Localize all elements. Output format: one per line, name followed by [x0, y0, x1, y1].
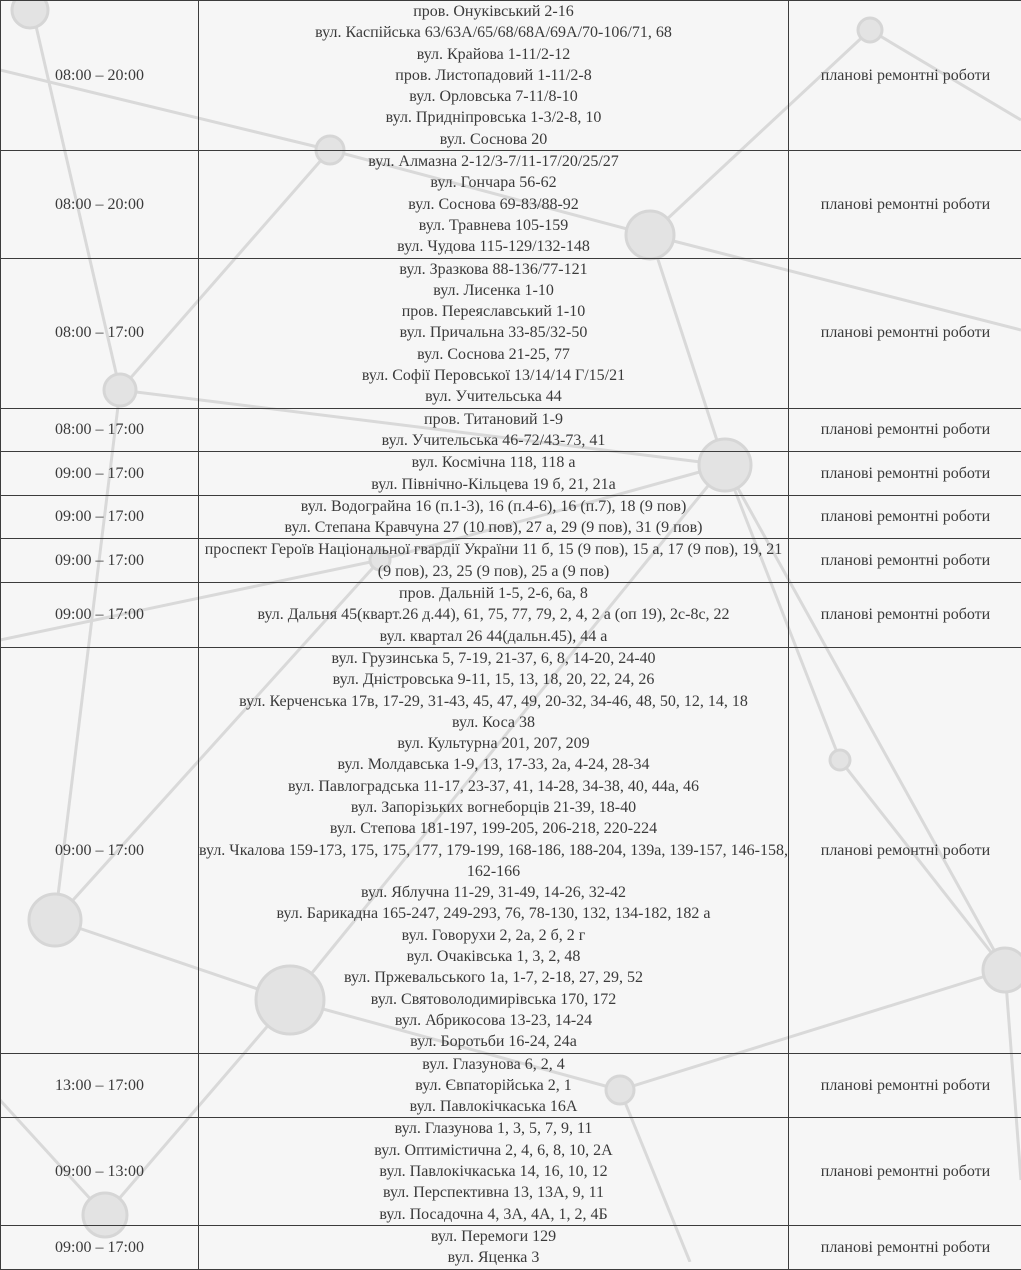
- address-cell: [199, 1118, 789, 1225]
- work-type-cell: планові ремонтні роботи: [789, 1, 1021, 151]
- address-line: вул. Культурна 201, 207, 209: [199, 733, 788, 754]
- address-line: вул. Перспективна 13, 13А, 9, 11: [199, 1182, 788, 1203]
- address-line: вул. Орловська 7-11/8-10: [199, 86, 788, 107]
- address-line: вул. Степана Кравчуна 27 (10 пов), 27 а, 29 (9 пов), 31 (9 пов): [199, 517, 788, 538]
- work-type-cell: планові ремонтні роботи: [789, 452, 1021, 496]
- address-line: вул. Боротьби 16-24, 24а: [199, 1031, 788, 1052]
- address-line: вул. Абрикосова 13-23, 14-24: [199, 1010, 788, 1031]
- address-line: вул. Чудова 115-129/132-148: [199, 236, 788, 257]
- address-line: вул. Керченська 17в, 17-29, 31-43, 45, 47, 49, 20-32, 34-46, 48, 50, 12, 14, 18: [199, 691, 788, 712]
- time-cell: 09:00 – 17:00: [1, 583, 199, 648]
- address-line: пров. Дальній 1-5, 2-6, 6а, 8: [199, 583, 788, 604]
- address-line: вул. Соснова 21-25, 77: [199, 344, 788, 365]
- address-cell: [199, 408, 789, 452]
- address-line: вул. Соснова 20: [199, 129, 788, 150]
- work-type-cell: планові ремонтні роботи: [789, 583, 1021, 648]
- address-line: вул. Соснова 69-83/88-92: [199, 194, 788, 215]
- address-line: вул. Оптимістична 2, 4, 6, 8, 10, 2А: [199, 1140, 788, 1161]
- work-type-cell: планові ремонтні роботи: [789, 647, 1021, 1053]
- table-row: [1, 452, 1021, 496]
- address-line: вул. Лисенка 1-10: [199, 280, 788, 301]
- address-line: вул. Травнева 105-159: [199, 215, 788, 236]
- address-line: проспект Героїв Національної гвардії України 11 б, 15 (9 пов), 15 а, 17 (9 пов), 19, 21 (9 пов), 23, 25 (9 пов), 25 а (9 пов): [199, 539, 788, 582]
- time-cell: 09:00 – 17:00: [1, 495, 199, 539]
- time-cell: 09:00 – 17:00: [1, 452, 199, 496]
- table-row: [1, 1053, 1021, 1118]
- time-cell: 08:00 – 17:00: [1, 258, 199, 408]
- address-line: вул. Софії Перовської 13/14/14 Г/15/21: [199, 365, 788, 386]
- address-line: вул. Степова 181-197, 199-205, 206-218, 220-224: [199, 818, 788, 839]
- address-line: вул. Водограйна 16 (п.1-3), 16 (п.4-6), 16 (п.7), 18 (9 пов): [199, 496, 788, 517]
- address-line: вул. Очаківська 1, 3, 2, 48: [199, 946, 788, 967]
- address-line: вул. Пржевальського 1а, 1-7, 2-18, 27, 29, 52: [199, 967, 788, 988]
- address-line: пров. Переяславський 1-10: [199, 301, 788, 322]
- time-cell: 13:00 – 17:00: [1, 1053, 199, 1118]
- address-line: вул. Глазунова 6, 2, 4: [199, 1054, 788, 1075]
- address-cell: [199, 647, 789, 1053]
- address-line: вул. Посадочна 4, 3А, 4А, 1, 2, 4Б: [199, 1204, 788, 1225]
- work-type-cell: планові ремонтні роботи: [789, 1225, 1021, 1269]
- address-line: вул. Грузинська 5, 7-19, 21-37, 6, 8, 14-20, 24-40: [199, 648, 788, 669]
- work-type-cell: планові ремонтні роботи: [789, 1118, 1021, 1225]
- address-line: вул. Павлокічкаська 16А: [199, 1096, 788, 1117]
- address-line: вул. Говорухи 2, 2а, 2 б, 2 г: [199, 925, 788, 946]
- address-cell: [199, 583, 789, 648]
- work-type-cell: планові ремонтні роботи: [789, 1053, 1021, 1118]
- address-line: пров. Титановий 1-9: [199, 409, 788, 430]
- address-cell: [199, 1225, 789, 1269]
- address-line: вул. Дністровська 9-11, 15, 13, 18, 20, 22, 24, 26: [199, 669, 788, 690]
- table-row: [1, 583, 1021, 648]
- address-line: вул. Дальня 45(кварт.26 д.44), 61, 75, 77, 79, 2, 4, 2 а (оп 19), 2с-8с, 22: [199, 604, 788, 625]
- address-line: вул. Яценка 3: [199, 1247, 788, 1268]
- address-line: вул. Чкалова 159-173, 175, 175, 177, 179-199, 168-186, 188-204, 139а, 139-157, 146-158, 162-166: [199, 840, 788, 883]
- address-cell: [199, 258, 789, 408]
- table-row: [1, 1, 1021, 151]
- address-cell: [199, 151, 789, 258]
- work-type-cell: планові ремонтні роботи: [789, 495, 1021, 539]
- table-row: [1, 151, 1021, 258]
- address-cell: [199, 1, 789, 151]
- table-row: [1, 408, 1021, 452]
- address-line: пров. Онуківський 2-16: [199, 1, 788, 22]
- address-line: вул. Крайова 1-11/2-12: [199, 44, 788, 65]
- table-row: [1, 539, 1021, 583]
- time-cell: 09:00 – 17:00: [1, 539, 199, 583]
- address-line: вул. Коса 38: [199, 712, 788, 733]
- time-cell: 08:00 – 20:00: [1, 151, 199, 258]
- address-line: вул. Євпаторійська 2, 1: [199, 1075, 788, 1096]
- address-line: вул. Гончара 56-62: [199, 172, 788, 193]
- work-type-cell: планові ремонтні роботи: [789, 408, 1021, 452]
- address-line: вул. Алмазна 2-12/3-7/11-17/20/25/27: [199, 151, 788, 172]
- address-cell: [199, 539, 789, 583]
- address-line: вул. Учительська 44: [199, 386, 788, 407]
- address-line: вул. Північно-Кільцева 19 б, 21, 21а: [199, 474, 788, 495]
- address-line: вул. Глазунова 1, 3, 5, 7, 9, 11: [199, 1118, 788, 1139]
- time-cell: 08:00 – 17:00: [1, 408, 199, 452]
- address-cell: [199, 1053, 789, 1118]
- address-line: вул. Святоволодимирівська 170, 172: [199, 989, 788, 1010]
- table-row: [1, 1225, 1021, 1269]
- address-line: вул. Придніпровська 1-3/2-8, 10: [199, 107, 788, 128]
- work-type-cell: планові ремонтні роботи: [789, 539, 1021, 583]
- time-cell: 08:00 – 20:00: [1, 1, 199, 151]
- time-cell: 09:00 – 17:00: [1, 1225, 199, 1269]
- work-type-cell: планові ремонтні роботи: [789, 258, 1021, 408]
- address-line: вул. Молдавська 1-9, 13, 17-33, 2а, 4-24, 28-34: [199, 754, 788, 775]
- table-row: [1, 647, 1021, 1053]
- address-line: вул. Перемоги 129: [199, 1226, 788, 1247]
- address-line: вул. Яблучна 11-29, 31-49, 14-26, 32-42: [199, 882, 788, 903]
- address-line: пров. Листопадовий 1-11/2-8: [199, 65, 788, 86]
- work-type-cell: планові ремонтні роботи: [789, 151, 1021, 258]
- table-row: [1, 1118, 1021, 1225]
- address-line: вул. Каспійська 63/63А/65/68/68А/69А/70-106/71, 68: [199, 22, 788, 43]
- address-cell: [199, 495, 789, 539]
- time-cell: 09:00 – 13:00: [1, 1118, 199, 1225]
- address-line: вул. квартал 26 44(дальн.45), 44 а: [199, 626, 788, 647]
- address-line: вул. Запорізьких вогнеборців 21-39, 18-40: [199, 797, 788, 818]
- table-row: [1, 495, 1021, 539]
- address-line: вул. Павлокічкаська 14, 16, 10, 12: [199, 1161, 788, 1182]
- address-line: вул. Павлоградська 11-17, 23-37, 41, 14-28, 34-38, 40, 44а, 46: [199, 776, 788, 797]
- address-line: вул. Зразкова 88-136/77-121: [199, 259, 788, 280]
- address-cell: [199, 452, 789, 496]
- address-line: вул. Космічна 118, 118 а: [199, 452, 788, 473]
- time-cell: 09:00 – 17:00: [1, 647, 199, 1053]
- table-row: [1, 258, 1021, 408]
- address-line: вул. Учительська 46-72/43-73, 41: [199, 430, 788, 451]
- address-line: вул. Причальна 33-85/32-50: [199, 322, 788, 343]
- address-line: вул. Барикадна 165-247, 249-293, 76, 78-130, 132, 134-182, 182 а: [199, 903, 788, 924]
